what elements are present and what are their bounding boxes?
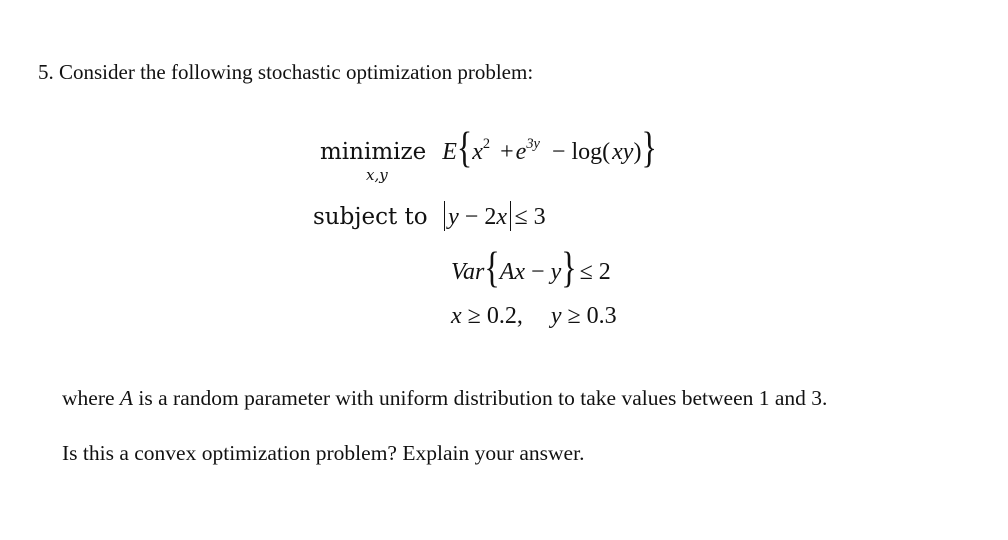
constraint-2-rel: ≤ xyxy=(579,259,593,285)
question-heading xyxy=(38,60,533,85)
question-sentence-text: Is this a convex optimization problem? Explain your answer. xyxy=(62,441,585,465)
constraint-1-rhs: 3 xyxy=(533,204,546,230)
constraint-2 xyxy=(451,242,611,291)
objective-x: x xyxy=(472,139,483,165)
where-pre: where xyxy=(62,386,120,410)
constraint-2-minus: − xyxy=(531,259,545,285)
objective-minus: − xyxy=(551,139,566,165)
where-sentence xyxy=(62,386,827,411)
left-brace: { xyxy=(456,122,473,171)
constraint-3-y: y xyxy=(550,303,562,329)
constraint-3 xyxy=(451,303,617,330)
objective-e-exponent: 3y xyxy=(526,136,540,153)
objective-x-exponent: 2 xyxy=(482,136,491,153)
constraint-3-rel1: ≥ xyxy=(467,303,481,329)
constraint-1 xyxy=(313,201,546,231)
constraint-1-coef: 2 xyxy=(484,204,497,230)
where-post: is a random parameter with uniform distribution to take values between 1 and 3. xyxy=(133,386,828,410)
subject-to-label: subject to xyxy=(313,204,428,230)
expectation-symbol: E xyxy=(442,139,457,165)
right-brace: } xyxy=(641,122,657,171)
constraint-2-x: x xyxy=(514,259,526,285)
objective-log: log xyxy=(571,139,603,165)
minimize-label: minimize xyxy=(320,139,427,165)
log-open-paren: ( xyxy=(602,139,611,165)
constraint-3-rel2: ≥ xyxy=(567,303,581,329)
minimize-variables: x,y xyxy=(366,166,388,184)
constraint-2-y: y xyxy=(550,259,562,285)
constraint-1-minus: − xyxy=(464,204,479,230)
objective-plus: + xyxy=(500,139,514,165)
constraint-1-rel: ≤ xyxy=(514,204,528,230)
constraint-3-val2: 0.3 xyxy=(586,303,617,329)
question-heading-text: 5. Consider the following stochastic optimization problem: xyxy=(38,60,534,84)
abs-bar-right xyxy=(510,201,512,231)
var-right-brace: } xyxy=(561,242,577,291)
constraint-3-x: x xyxy=(451,303,462,329)
var-left-brace: { xyxy=(484,242,500,291)
log-argument: xy xyxy=(612,139,634,165)
constraint-2-rhs: 2 xyxy=(598,259,611,285)
variance-symbol: Var xyxy=(451,259,485,285)
question-sentence xyxy=(62,441,584,466)
abs-bar-left xyxy=(444,201,446,231)
objective-e: e xyxy=(515,139,527,165)
constraint-1-x: x xyxy=(496,204,507,230)
log-close-paren: ) xyxy=(633,139,642,165)
constraint-3-val1: 0.2, xyxy=(486,303,523,329)
objective-line xyxy=(320,122,657,171)
where-A: A xyxy=(119,386,134,410)
constraint-2-A: A xyxy=(499,259,515,285)
constraint-1-y: y xyxy=(448,204,459,230)
